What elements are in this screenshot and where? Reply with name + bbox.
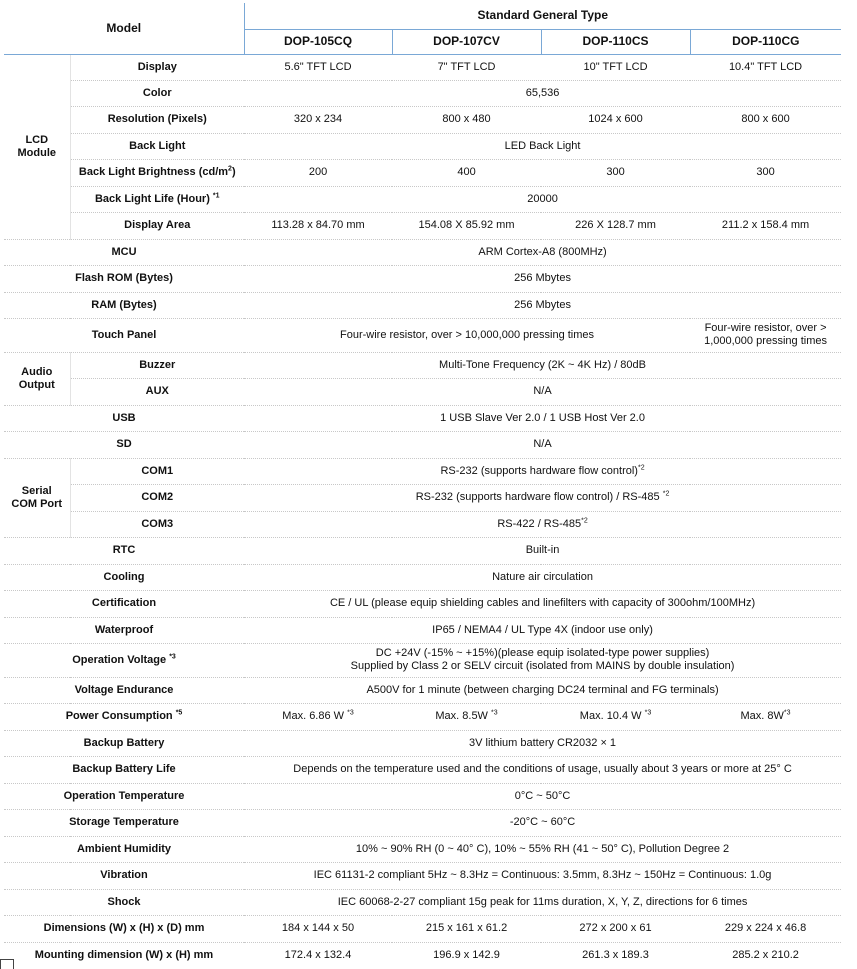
- corner-mark: [0, 959, 14, 969]
- row-label: [70, 159, 244, 186]
- model-column-header: DOP-105CQ: [244, 29, 392, 54]
- model-column-header: DOP-107CV: [392, 29, 541, 54]
- cell: 10% ~ 90% RH (0 ~ 40° C), 10% ~ 55% RH (41 ~ 50° C), Pollution Degree 2: [244, 836, 841, 862]
- label-text: Back Light Life (Hour): [94, 192, 210, 205]
- cell: 272 x 200 x 61: [541, 915, 690, 942]
- cell-text: Supplied by Class 2 or SELV circuit (isolated from MAINS by double insulation): [350, 660, 735, 672]
- row-label: Backup Battery Life: [4, 756, 244, 783]
- group-label: Output: [18, 378, 55, 391]
- table-row: [4, 352, 841, 378]
- table-row: [4, 862, 841, 889]
- row-label: Certification: [4, 590, 244, 617]
- cell: [541, 703, 690, 730]
- cell: IEC 61131-2 compliant 5Hz ~ 8.3Hz = Continuous: 3.5mm, 8.3Hz ~ 150Hz = Continuous: 1.0g: [244, 862, 841, 889]
- footnote-marker: *3: [169, 652, 176, 660]
- superscript: 2: [228, 165, 232, 173]
- cell: 800 x 600: [690, 106, 841, 133]
- table-row: [4, 942, 841, 968]
- row-label: AUX: [70, 378, 244, 405]
- footnote-marker: *1: [212, 191, 220, 199]
- cell: [244, 511, 841, 537]
- row-label: Ambient Humidity: [4, 836, 244, 862]
- footnote-marker: *2: [637, 463, 645, 471]
- row-label: Storage Temperature: [4, 809, 244, 836]
- table-row: [4, 405, 841, 431]
- cell: Nature air circulation: [244, 564, 841, 590]
- cell-text: RS-422 / RS-485: [497, 517, 582, 530]
- cell: 256 Mbytes: [244, 265, 841, 292]
- table-row: [4, 133, 841, 159]
- table-row: [4, 915, 841, 942]
- table-row: [4, 265, 841, 292]
- lcd-module-group: [4, 54, 70, 239]
- row-label: Dimensions (W) x (H) x (D) mm: [4, 915, 244, 942]
- cell: CE / UL (please equip shielding cables and linefilters with capacity of 300ohm/100MHz): [244, 590, 841, 617]
- table-row: [4, 378, 841, 405]
- cell-text: RS-232 (supports hardware flow control) / RS-485: [415, 491, 660, 503]
- cell: [244, 703, 392, 730]
- table-row: [4, 889, 841, 915]
- row-label: [4, 643, 244, 677]
- row-label: [4, 703, 244, 730]
- cell: 20000: [244, 186, 841, 212]
- cell: 226 X 128.7 mm: [541, 212, 690, 239]
- table-row: [4, 511, 841, 537]
- cell: IP65 / NEMA4 / UL Type 4X (indoor use only): [244, 617, 841, 643]
- cell: 300: [690, 159, 841, 186]
- cell: 261.3 x 189.3: [541, 942, 690, 968]
- model-column-header: DOP-110CS: [541, 29, 690, 54]
- table-row: [4, 318, 841, 352]
- row-label: Display Area: [70, 212, 244, 239]
- cell: 184 x 144 x 50: [244, 915, 392, 942]
- table-row: [4, 783, 841, 809]
- table-row: [4, 106, 841, 133]
- label-text: Power Consumption: [65, 710, 173, 722]
- row-label: [70, 186, 244, 212]
- cell: 800 x 480: [392, 106, 541, 133]
- footnote-marker: *2: [581, 516, 588, 524]
- row-label: Touch Panel: [4, 318, 244, 352]
- cell: 154.08 X 85.92 mm: [392, 212, 541, 239]
- row-label: Voltage Endurance: [4, 677, 244, 703]
- table-row: [4, 809, 841, 836]
- row-label: USB: [4, 405, 244, 431]
- footnote-marker: *5: [175, 709, 183, 717]
- cell: 172.4 x 132.4: [244, 942, 392, 968]
- row-label: Display: [70, 54, 244, 80]
- row-label: COM2: [70, 484, 244, 511]
- footnote-marker: *3: [644, 709, 652, 717]
- table-row: [4, 730, 841, 756]
- row-label: Shock: [4, 889, 244, 915]
- table-row: [4, 677, 841, 703]
- row-label: Waterproof: [4, 617, 244, 643]
- cell: 196.9 x 142.9: [392, 942, 541, 968]
- table-row: [4, 431, 841, 458]
- row-label: RTC: [4, 537, 244, 564]
- row-label: Vibration: [4, 862, 244, 889]
- cell: Depends on the temperature used and the conditions of usage, usually about 3 years or more at 25° C: [244, 756, 841, 783]
- table-row: [4, 564, 841, 590]
- cell: 200: [244, 159, 392, 186]
- group-label: Module: [17, 146, 56, 159]
- cell: Multi-Tone Frequency (2K ~ 4K Hz) / 80dB: [244, 352, 841, 378]
- cell: 285.2 x 210.2: [690, 942, 841, 968]
- table-row: [4, 159, 841, 186]
- row-label: COM3: [70, 511, 244, 537]
- table-row: [4, 756, 841, 783]
- cell: [690, 703, 841, 730]
- cell: N/A: [244, 378, 841, 405]
- row-label: Flash ROM (Bytes): [4, 265, 244, 292]
- cell: 0°C ~ 50°C: [244, 783, 841, 809]
- cell: A500V for 1 minute (between charging DC24 terminal and FG terminals): [244, 677, 841, 703]
- group-label: COM Port: [11, 497, 63, 510]
- audio-output-group: [4, 352, 70, 405]
- cell: 256 Mbytes: [244, 292, 841, 318]
- cell: [392, 703, 541, 730]
- table-row: [4, 537, 841, 564]
- cell: 300: [541, 159, 690, 186]
- table-row: [4, 212, 841, 239]
- cell: 5.6" TFT LCD: [244, 54, 392, 80]
- group-label: LCD: [25, 133, 49, 146]
- cell: IEC 60068-2-27 compliant 15g peak for 11ms duration, X, Y, Z, directions for 6 times: [244, 889, 841, 915]
- label-text: ): [231, 166, 236, 178]
- cell: 10" TFT LCD: [541, 54, 690, 80]
- cell: 10.4" TFT LCD: [690, 54, 841, 80]
- row-label: Buzzer: [70, 352, 244, 378]
- cell: 65,536: [244, 80, 841, 106]
- cell: 215 x 161 x 61.2: [392, 915, 541, 942]
- cell: 211.2 x 158.4 mm: [690, 212, 841, 239]
- table-row: [4, 703, 841, 730]
- label-text: Back Light Brightness (cd/m: [78, 166, 229, 178]
- footnote-marker: *3: [783, 709, 791, 717]
- label-text: Operation Voltage: [72, 653, 167, 666]
- cell: [244, 484, 841, 511]
- cell: 113.28 x 84.70 mm: [244, 212, 392, 239]
- footnote-marker: *3: [347, 709, 354, 717]
- cell: Four-wire resistor, over > 10,000,000 pressing times: [244, 318, 690, 352]
- cell: LED Back Light: [244, 133, 841, 159]
- cell-text: DC +24V (-15% ~ +15%)(please equip isolated-type power supplies): [375, 647, 710, 659]
- table-row: [4, 80, 841, 106]
- table-row: [4, 186, 841, 212]
- cell: Built-in: [244, 537, 841, 564]
- model-column-header: DOP-110CG: [690, 29, 841, 54]
- standard-general-type-header: Standard General Type: [244, 3, 841, 29]
- cell: N/A: [244, 431, 841, 458]
- table-row: [4, 458, 841, 484]
- row-label: Operation Temperature: [4, 783, 244, 809]
- table-row: [4, 836, 841, 862]
- cell: Four-wire resistor, over > 1,000,000 pressing times: [690, 318, 841, 352]
- cell: -20°C ~ 60°C: [244, 809, 841, 836]
- row-label: Color: [70, 80, 244, 106]
- row-label: SD: [4, 431, 244, 458]
- cell-text: Max. 10.4 W: [579, 710, 642, 722]
- cell-text: RS-232 (supports hardware flow control): [440, 464, 638, 477]
- group-label: Serial: [21, 484, 52, 497]
- serial-com-port-group: [4, 458, 70, 537]
- cell: 1 USB Slave Ver 2.0 / 1 USB Host Ver 2.0: [244, 405, 841, 431]
- table-row: [4, 239, 841, 265]
- spec-table: [4, 3, 841, 968]
- cell: ARM Cortex-A8 (800MHz): [244, 239, 841, 265]
- row-label: Resolution (Pixels): [70, 106, 244, 133]
- row-label: Back Light: [70, 133, 244, 159]
- table-row: [4, 590, 841, 617]
- cell-text: Max. 8W: [740, 710, 784, 722]
- table-row: [4, 643, 841, 677]
- cell: 7" TFT LCD: [392, 54, 541, 80]
- cell: 3V lithium battery CR2032 × 1: [244, 730, 841, 756]
- row-label: COM1: [70, 458, 244, 484]
- row-label: Backup Battery: [4, 730, 244, 756]
- group-label: Audio: [21, 365, 53, 378]
- table-row: [4, 617, 841, 643]
- row-label: MCU: [4, 239, 244, 265]
- table-row: [4, 54, 841, 80]
- row-label: RAM (Bytes): [4, 292, 244, 318]
- cell: 320 x 234: [244, 106, 392, 133]
- cell-text: Max. 8.5W: [435, 710, 488, 722]
- cell-text: Max. 6.86 W: [282, 710, 345, 722]
- cell: 229 x 224 x 46.8: [690, 915, 841, 942]
- cell: 400: [392, 159, 541, 186]
- cell: [244, 643, 841, 677]
- footnote-marker: *3: [491, 709, 498, 717]
- row-label: Mounting dimension (W) x (H) mm: [4, 942, 244, 968]
- model-header: Model: [4, 3, 244, 54]
- row-label: Cooling: [4, 564, 244, 590]
- footnote-marker: *2: [662, 490, 670, 498]
- table-row: [4, 484, 841, 511]
- table-row: [4, 292, 841, 318]
- cell: 1024 x 600: [541, 106, 690, 133]
- cell: [244, 458, 841, 484]
